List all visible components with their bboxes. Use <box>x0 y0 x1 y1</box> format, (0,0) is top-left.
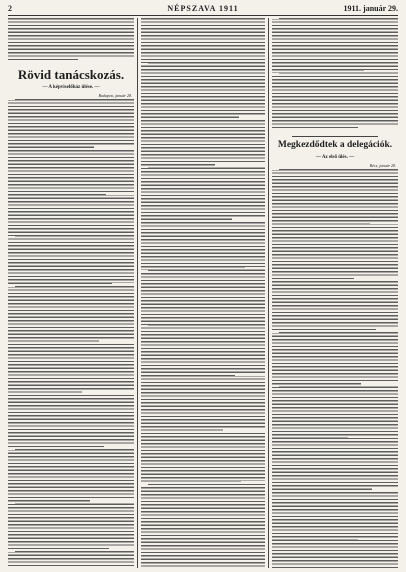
article-headline: Rövid tanácskozás. <box>17 67 125 82</box>
column-rule-left <box>137 18 138 568</box>
body-text <box>8 99 134 568</box>
column-2 <box>141 18 265 568</box>
column-rule-right <box>268 18 269 568</box>
article-dateline: Bécs, január 28. <box>369 163 396 168</box>
issue-date: 1911. január 29. <box>343 4 398 13</box>
newspaper-title: NÉPSZAVA 1911 <box>167 4 239 13</box>
body-text <box>272 169 398 568</box>
column-1 <box>8 18 134 568</box>
body-text <box>141 18 265 567</box>
article-dateline: Budapest, január 28. <box>98 93 132 98</box>
section-rule <box>292 136 378 137</box>
body-text <box>8 18 134 60</box>
article-subheadline: — A képviselőház ülése. — <box>42 85 100 90</box>
article-subheadline: — Az első ülés. — <box>315 155 355 160</box>
body-text <box>272 18 398 128</box>
page-number: 2 <box>8 4 12 13</box>
article-headline: Megkezdődtek a delegációk. <box>277 140 393 150</box>
column-3 <box>272 18 398 568</box>
masthead <box>8 3 398 16</box>
